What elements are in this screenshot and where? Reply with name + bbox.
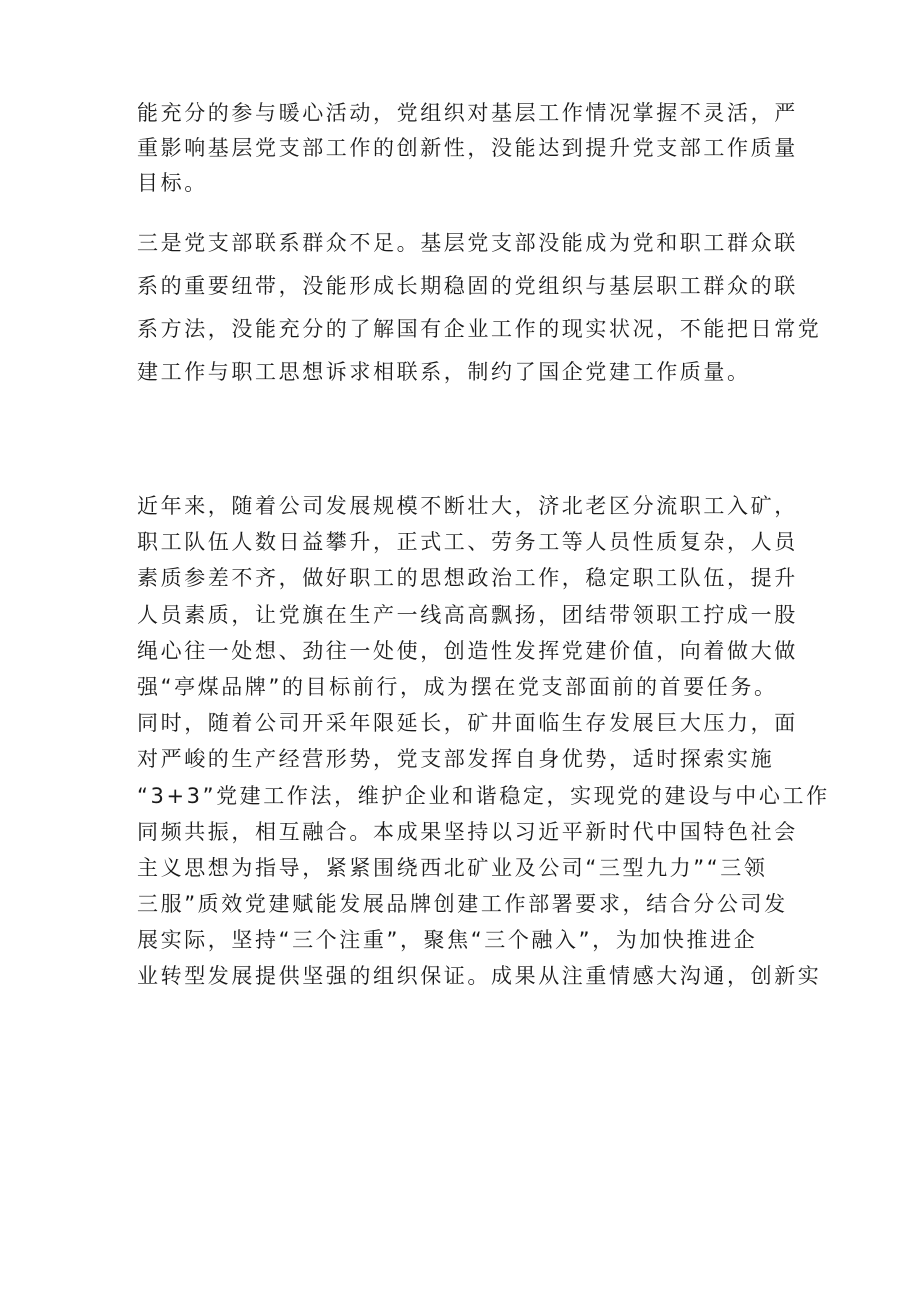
text-line: 重影响基层党支部工作的创新性，没能达到提升党支部工作质量 [137,136,798,160]
text-line: 同时，随着公司开采年限延长，矿井面临生存发展巨大压力，面 [137,711,798,736]
text-line: 人员素质，让党旗在生产一线高高飘扬，团结带领职工拧成一股 [137,602,798,627]
text-line: 素质参差不齐，做好职工的思想政治工作，稳定职工队伍，提升 [137,566,798,591]
text-line: 系方法，没能充分的了解国有企业工作的现实状况，不能把日常党 [137,317,822,341]
text-line: 三服”质效党建赋能发展品牌创建工作部署要求，结合分公司发 [137,892,788,917]
text-line: 展实际，坚持“三个注重”，聚焦“三个融入”，为加快推进企 [137,928,758,953]
text-line: 职工队伍人数日益攀升，正式工、劳务工等人员性质复杂，人员 [137,530,798,555]
text-line: 目标。 [137,171,208,195]
text-line: 主义思想为指导，紧紧围绕西北矿业及公司“三型九力”“三领 [137,855,768,880]
text-line: 三是党支部联系群众不足。基层党支部没能成为党和职工群众联 [137,231,798,255]
text-line: 建工作与职工思想诉求相联系，制约了国企党建工作质量。 [137,360,751,384]
paragraph-1 [137,96,797,201]
text-line: 近年来，随着公司发展规模不断壮大，济北老区分流职工入矿， [137,494,798,518]
text-line: “3+3”党建工作法，维护企业和谐稳定，实现党的建设与中心工作 [137,783,830,808]
text-line: 强“亭煤品牌”的目标前行，成为摆在党支部面前的首要任务。 [137,674,778,699]
text-line: 同频共振，相互融合。本成果坚持以习近平新时代中国特色社会 [137,819,798,844]
paragraph-3 [137,488,830,995]
text-line: 能充分的参与暖心活动，党组织对基层工作情况掌握不灵活，严 [137,101,798,125]
text-line: 绳心往一处想、劲往一处使，创造性发挥党建价值，向着做大做 [137,638,798,663]
text-line: 系的重要纽带，没能形成长期稳固的党组织与基层职工群众的联 [137,274,798,298]
text-line: 对严峻的生产经营形势，党支部发挥自身优势，适时探索实施 [137,747,775,772]
text-line: 业转型发展提供坚强的组织保证。成果从注重情感大沟通，创新实 [137,964,822,989]
paragraph-2 [137,222,822,394]
